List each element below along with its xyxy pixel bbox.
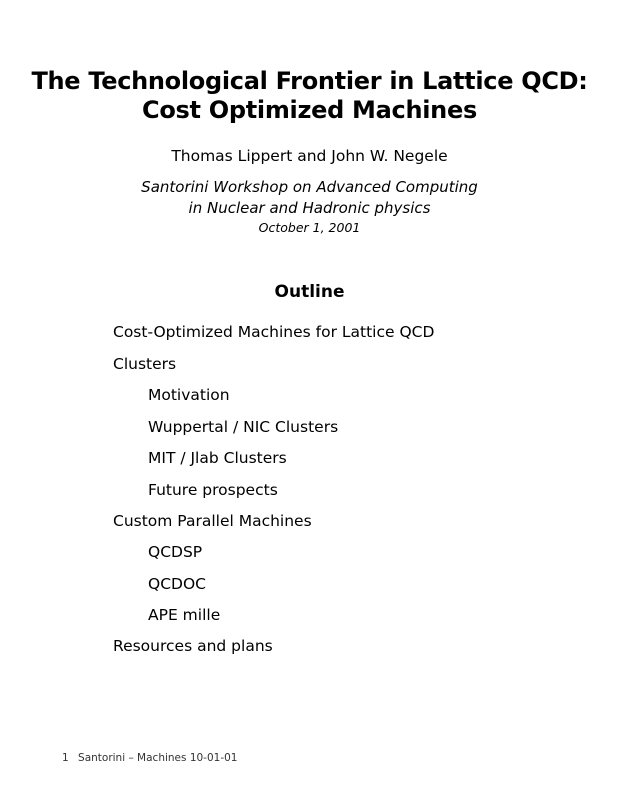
footer [62,751,243,765]
date: October 1, 2001 [258,220,361,235]
title-line-2: Cost Optimized Machines [142,96,477,124]
authors: Thomas Lippert and John W. Negele [171,147,448,165]
outline-subitem: MIT / Jlab Clusters [148,449,287,467]
page-number: 1 [62,752,69,764]
outline-item: Clusters [113,355,177,373]
venue-line-2: in Nuclear and Hadronic physics [188,199,431,217]
outline-item: Custom Parallel Machines [113,512,312,530]
outline-subitem: QCDOC [148,575,206,593]
outline-subitem: APE mille [148,606,221,624]
footer-text: Santorini – Machines 10-01-01 [78,752,238,764]
outline-item: Cost-Optimized Machines for Lattice QCD [113,323,435,341]
outline-subitem: Wuppertal / NIC Clusters [148,418,339,436]
venue-line-1: Santorini Workshop on Advanced Computing [141,178,478,196]
outline-subitem: QCDSP [148,543,203,561]
title-line-1: The Technological Frontier in Lattice QCD: [31,67,588,95]
outline-subitem: Motivation [148,386,230,404]
outline-item: Resources and plans [113,637,273,655]
outline-subitem: Future prospects [148,481,278,499]
outline-heading: Outline [274,282,345,302]
